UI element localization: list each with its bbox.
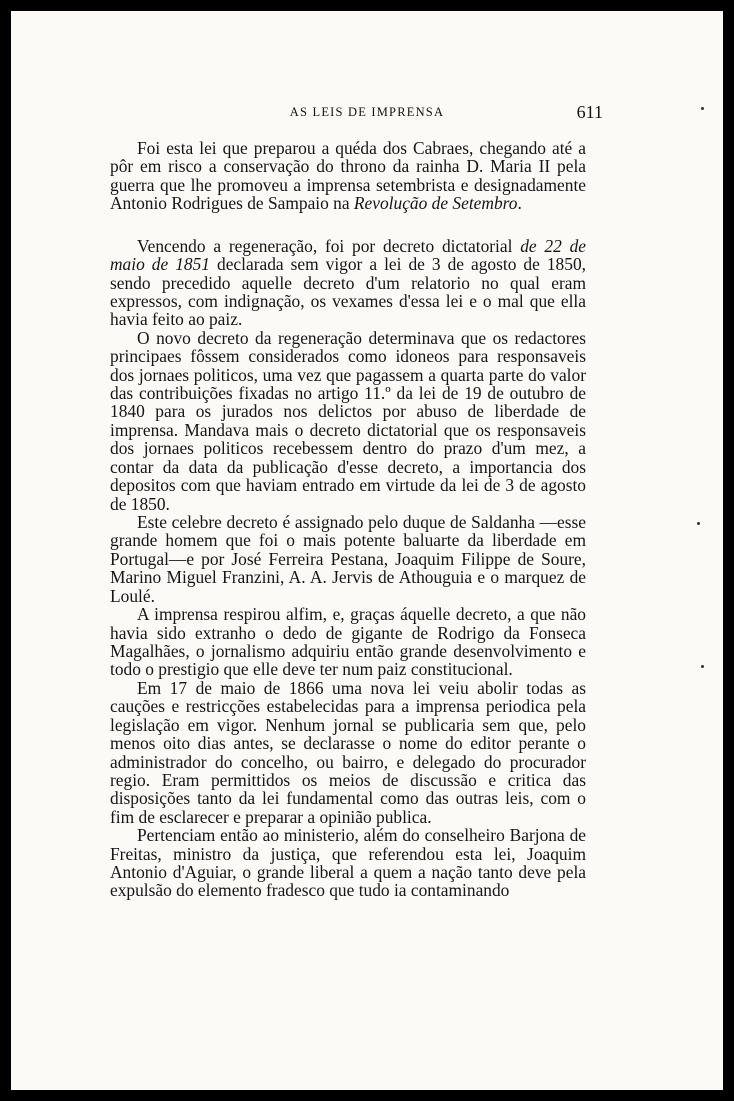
book-page bbox=[11, 11, 723, 1090]
paragraph-text: A imprensa respirou alfim, e, graças áquelle decreto, a que não havia sido extranho o dedo de gigante de Rodrigo da Fonseca Magalhães, o jornalismo adquiriu então grande desenvolvimento e todo o prestigio que elle deve ter num paiz constitucional. bbox=[110, 604, 586, 680]
paragraph-text: . bbox=[517, 193, 522, 214]
italic-date: de 22 de maio de 1851 bbox=[110, 235, 586, 275]
running-title: AS LEIS DE IMPRENSA bbox=[289, 105, 445, 119]
paragraph-text: Pertenciam então ao ministerio, além do conselheiro Barjona de Freitas, ministro da justiça, que referendou esta lei, Joaquim Antonio d'Aguiar, o grande liberal a quem a nação tanto deve pela expulsão do elemento fradesco que tudo ia contaminando bbox=[110, 825, 586, 901]
paragraph-celebre-decreto bbox=[110, 513, 586, 605]
edge-speck bbox=[697, 522, 700, 525]
paragraph-cabraes bbox=[110, 139, 586, 213]
edge-speck bbox=[701, 107, 704, 110]
paragraph-novo-decreto bbox=[110, 329, 586, 513]
paragraph-regeneracao bbox=[110, 237, 586, 329]
running-header bbox=[11, 102, 723, 127]
paragraph-text: Em 17 de maio de 1866 uma nova lei veiu abolir todas as cauções e restricções estabelecidas para a imprensa periodica pela legislação em vigor. Nenhum jornal se publicaria sem que, pelo menos oito dias antes, se declarasse o nome do editor perante o administrador do concelho, ou bairro, e delegado do procurador regio. Eram permittidos os meios de discussão e critica das disposições tanto da lei fundamental como das outras leis, com o fim de esclarecer e preparar a opinião publica. bbox=[110, 677, 586, 827]
paragraph-imprensa bbox=[110, 605, 586, 679]
paragraph-lei-1866 bbox=[110, 679, 586, 826]
edge-speck bbox=[701, 665, 704, 668]
body-text bbox=[110, 139, 586, 900]
paragraph-text: Vencendo a regeneração, foi por decreto dictatorial bbox=[137, 235, 521, 256]
paragraph-text: declarada sem vigor a lei de 3 de agosto de 1850, sendo precedido aquelle decreto d'um relatorio no qual eram expressos, com indignação, os vexames d'essa lei e o mal que ella havia feito ao paiz. bbox=[110, 254, 586, 330]
paragraph-ministerio bbox=[110, 826, 586, 900]
paragraph-text: Este celebre decreto é assignado pelo duque de Saldanha —esse grande homem que foi o mais potente baluarte da liberdade em Portugal—e por José Ferreira Pestana, Joaquim Filippe de Soure, Marino Miguel Franzini, A. A. Jervis de Athouguia e o marquez de Loulé. bbox=[110, 512, 586, 606]
italic-title: Revolução de Setembro bbox=[353, 193, 518, 214]
paragraph-text: O novo decreto da regeneração determinava que os redactores principaes fôssem considerados como idoneos para responsaveis dos jornaes politicos, uma vez que pagassem a quarta parte do valor das contribuições fixadas no artigo 11.º da lei de 19 de outubro de 1840 para os jurados nos delictos por abuso de liberdade de imprensa. Mandava mais o decreto dictatorial que os responsaveis dos jornaes politicos recebessem dentro do prazo d'um mez, a contar da data da publicação d'esse decreto, a importancia dos depositos com que haviam entrado em virtude da lei de 3 de agosto de 1850. bbox=[110, 327, 586, 514]
paragraph-text: Foi esta lei que preparou a quéda dos Cabraes, chegando até a pôr em risco a conservação do throno da rainha D. Maria II pela guerra que lhe promoveu a imprensa setembrista e designadamente Antonio Rodrigues de Sampaio na bbox=[110, 138, 586, 214]
paragraph-gap bbox=[110, 213, 586, 237]
page-number: 611 bbox=[576, 102, 603, 122]
